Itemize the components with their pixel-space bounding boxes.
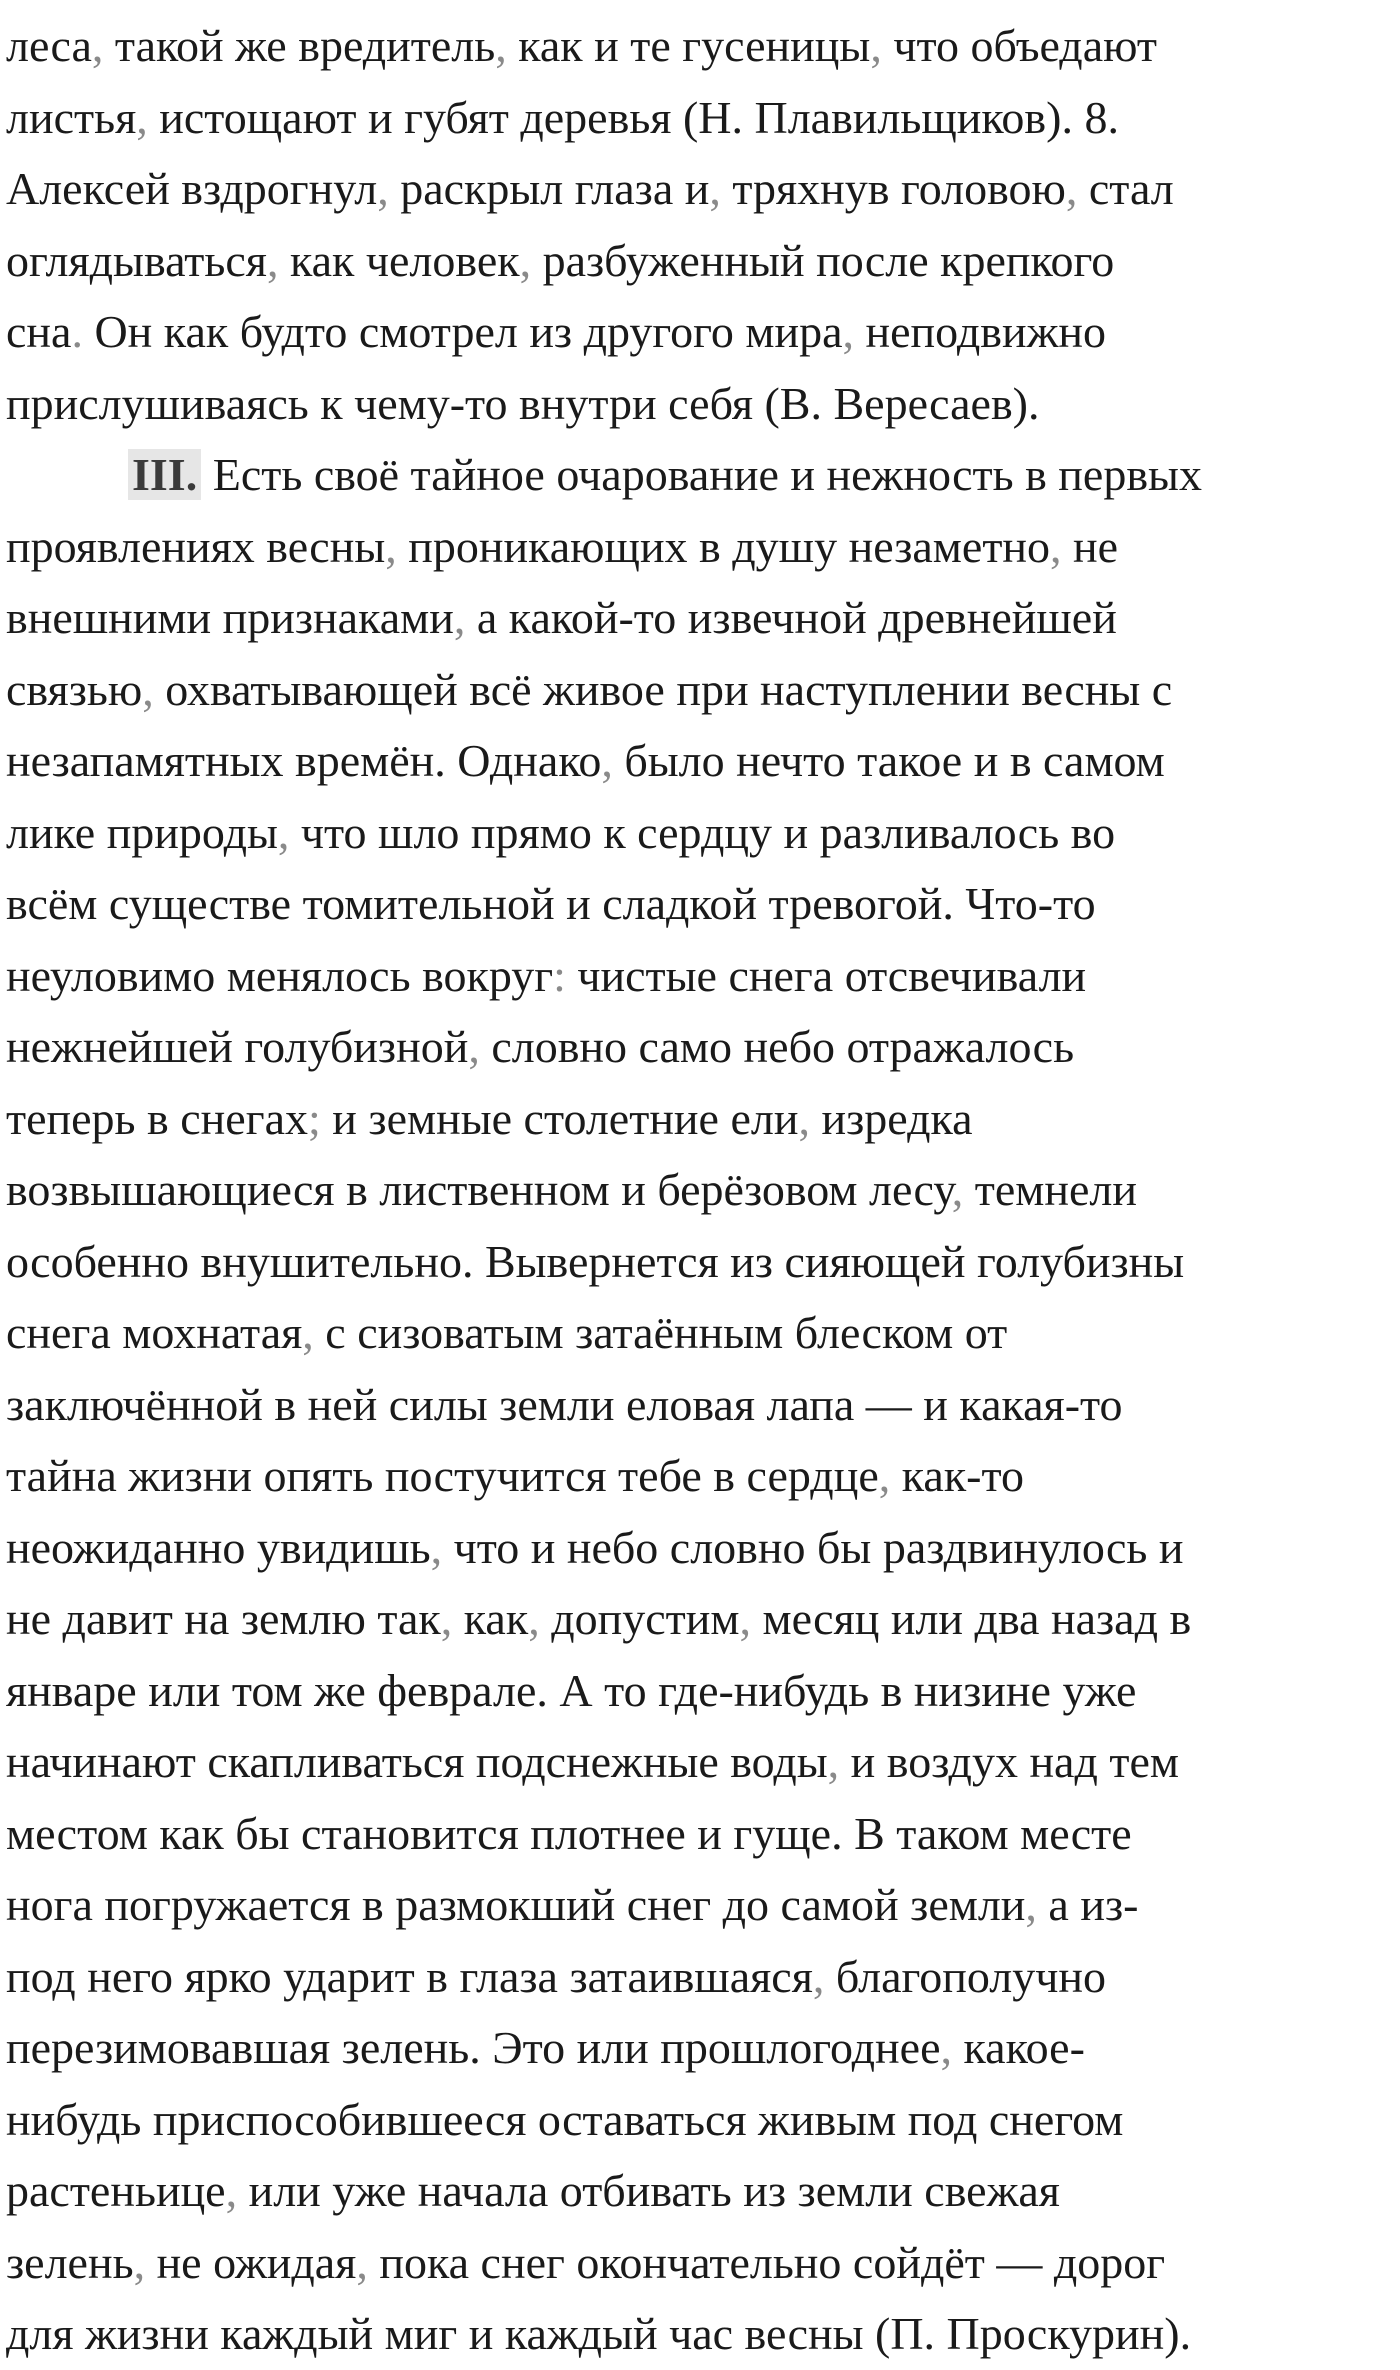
text-line	[6, 582, 1400, 654]
punctuation-mark: ,	[827, 1736, 840, 1787]
punctuation-mark: ,	[739, 1593, 751, 1644]
text-line	[6, 2227, 1400, 2299]
text-line	[6, 1941, 1400, 2013]
punctuation-mark: ,	[798, 1092, 810, 1144]
text-segment: внешними признаками	[6, 592, 454, 643]
text-segment: незапамятных времён. Однако	[6, 735, 602, 786]
text-segment: а из-	[1036, 1879, 1139, 1930]
text-segment: Есть своё тайное очарование и нежность в первых	[201, 449, 1202, 500]
text-segment: как и те гусеницы	[506, 20, 871, 71]
text-segment: Он как будто смотрел из другого мира	[82, 306, 843, 357]
punctuation-mark: ,	[440, 1593, 453, 1644]
text-line	[6, 2012, 1400, 2084]
punctuation-mark: ,	[468, 1021, 480, 1072]
punctuation-mark: ,	[878, 1450, 891, 1501]
text-line	[6, 1583, 1400, 1655]
section-numeral: III.	[128, 449, 201, 500]
text-segment: как	[452, 1593, 529, 1644]
punctuation-mark: ,	[1025, 1879, 1037, 1930]
punctuation-mark: ,	[709, 163, 721, 214]
text-segment: леса	[6, 20, 92, 71]
text-line	[6, 1440, 1400, 1512]
text-segment: охватывающей всё живое при наступлении весны с	[153, 663, 1173, 715]
punctuation-mark: ,	[519, 234, 532, 286]
punctuation-mark: ,	[430, 1521, 443, 1573]
text-segment: зелень	[6, 2236, 134, 2288]
text-line	[6, 153, 1400, 225]
text-line	[6, 1369, 1400, 1441]
punctuation-mark: ,	[812, 1950, 825, 2002]
text-segment: растеньице	[6, 2165, 226, 2216]
punctuation-mark: ,	[142, 663, 154, 715]
text-line	[6, 1297, 1400, 1369]
text-line	[6, 225, 1400, 297]
text-segment: не ожидая	[145, 2236, 357, 2288]
text-segment: темнели	[963, 1164, 1137, 1215]
punctuation-mark: ,	[356, 2236, 368, 2288]
text-line	[6, 2084, 1400, 2156]
text-segment: январе или том же феврале. А то где-нибудь в низине уже	[6, 1664, 1137, 1716]
text-segment: начинают скапливаться подснежные воды	[6, 1736, 828, 1787]
punctuation-mark: ,	[842, 306, 854, 357]
text-line	[6, 797, 1400, 869]
text-line	[6, 10, 1400, 82]
text-segment: лике природы	[6, 806, 278, 858]
text-segment: месяц или два назад в	[750, 1593, 1192, 1644]
text-segment: было нечто такое и в самом	[612, 735, 1165, 786]
text-segment: не давит на землю так	[6, 1593, 441, 1644]
text-segment: что объедают	[881, 20, 1157, 71]
text-line	[6, 82, 1400, 154]
text-segment: такой же вредитель	[103, 20, 496, 71]
punctuation-mark: ;	[308, 1092, 321, 1144]
text-segment: нога погружается в размокший снег до самой земли	[6, 1879, 1026, 1930]
text-segment: допустим	[539, 1593, 740, 1644]
text-segment: проявлениях весны	[6, 520, 386, 572]
text-segment: какое-	[952, 2022, 1085, 2073]
punctuation-mark: ,	[453, 592, 466, 643]
text-line	[6, 2298, 1400, 2370]
text-segment: проникающих в душу незаметно	[396, 520, 1051, 572]
document-text	[6, 10, 1400, 2370]
punctuation-mark: ,	[940, 2022, 953, 2073]
punctuation-mark: ,	[133, 2236, 146, 2288]
text-segment: особенно внушительно. Вывернется из сияющей голубизны	[6, 1235, 1185, 1287]
text-segment: разбуженный после крепкого	[531, 234, 1115, 286]
text-line	[6, 439, 1400, 511]
text-segment: или уже начала отбивать из земли свежая	[237, 2165, 1060, 2216]
text-line	[6, 1655, 1400, 1727]
text-line	[6, 511, 1400, 583]
text-segment: благополучно	[824, 1950, 1106, 2002]
text-line	[6, 1083, 1400, 1155]
text-segment: словно само небо отражалось	[479, 1021, 1075, 1072]
text-segment: раскрыл глаза и	[388, 163, 710, 214]
punctuation-mark: ,	[1065, 163, 1078, 214]
text-line	[6, 296, 1400, 368]
text-segment: как-то	[890, 1450, 1024, 1501]
text-segment: чистые снега отсвечивали	[565, 949, 1087, 1001]
punctuation-mark: ,	[495, 20, 507, 71]
text-segment: тайна жизни опять постучится тебе в сердце	[6, 1450, 879, 1501]
text-line	[6, 2155, 1400, 2227]
text-line	[6, 1869, 1400, 1941]
punctuation-mark: ,	[377, 163, 389, 214]
punctuation-mark: ,	[277, 806, 290, 858]
punctuation-mark: ,	[951, 1164, 964, 1215]
text-segment: листья	[6, 91, 137, 143]
text-line	[6, 725, 1400, 797]
punctuation-mark: ,	[601, 735, 613, 786]
text-segment: нибудь приспособившееся оставаться живым под снегом	[6, 2093, 1124, 2145]
text-line	[6, 1154, 1400, 1226]
text-segment: перезимовавшая зелень. Это или прошлогоднее	[6, 2022, 941, 2073]
text-segment: местом как бы становится плотнее и гуще. В таком месте	[6, 1807, 1132, 1859]
text-line	[6, 1726, 1400, 1798]
text-segment: и воздух над тем	[839, 1736, 1180, 1787]
text-line	[6, 1011, 1400, 1083]
text-line	[6, 368, 1400, 440]
text-line	[6, 940, 1400, 1012]
text-segment: нежнейшей голубизной	[6, 1021, 469, 1072]
punctuation-mark: ,	[91, 20, 104, 71]
punctuation-mark: ,	[870, 20, 882, 71]
text-segment: с сизоватым затаённым блеском от	[313, 1307, 1008, 1358]
text-segment: истощают и губят деревья (Н. Плавильщиков). 8.	[147, 91, 1119, 143]
text-segment: всём существе томительной и сладкой тревогой. Что-то	[6, 878, 1096, 929]
punctuation-mark: ,	[225, 2165, 238, 2216]
text-segment: теперь в снегах	[6, 1092, 308, 1144]
punctuation-mark: ,	[266, 234, 279, 286]
text-segment: для жизни каждый миг и каждый час весны (П. Проскурин).	[6, 2308, 1192, 2359]
text-segment: тряхнув головою	[720, 163, 1066, 214]
text-segment: сна	[6, 306, 72, 357]
text-segment: заключённой в ней силы земли еловая лапа — и какая-то	[6, 1378, 1123, 1430]
punctuation-mark: ,	[136, 91, 148, 143]
text-segment: стал	[1077, 163, 1174, 214]
text-line	[6, 1798, 1400, 1870]
text-line	[6, 868, 1400, 940]
text-segment: что шло прямо к сердцу и разливалось во	[289, 806, 1116, 858]
text-segment: прислушиваясь к чему-то внутри себя (В. Вересаев).	[6, 377, 1040, 429]
text-segment: оглядываться	[6, 234, 267, 286]
text-segment: Алексей вздрогнул	[6, 163, 378, 214]
text-segment: неподвижно	[854, 306, 1106, 357]
text-segment: неожиданно увидишь	[6, 1521, 431, 1573]
punctuation-mark: ,	[302, 1307, 314, 1358]
text-line	[6, 1226, 1400, 1298]
text-segment: а какой-то извечной древнейшей	[465, 592, 1117, 643]
text-segment: что и небо словно бы раздвинулось и	[442, 1521, 1184, 1573]
text-segment: под него ярко ударит в глаза затаившаяся	[6, 1950, 813, 2002]
text-segment: не	[1061, 520, 1119, 572]
text-segment: связью	[6, 663, 143, 715]
text-segment: и земные столетние ели	[320, 1092, 799, 1144]
text-line	[6, 654, 1400, 726]
punctuation-mark: ,	[385, 520, 397, 572]
punctuation-mark: .	[71, 306, 83, 357]
text-segment: изредка	[809, 1092, 973, 1144]
text-segment: снега мохнатая	[6, 1307, 303, 1358]
text-segment: как человек	[278, 234, 520, 286]
text-segment: неуловимо менялось вокруг	[6, 949, 554, 1001]
punctuation-mark: :	[553, 949, 566, 1001]
punctuation-mark: ,	[1050, 520, 1062, 572]
text-segment: пока снег окончательно сойдёт — дорог	[367, 2236, 1166, 2288]
text-line	[6, 1512, 1400, 1584]
punctuation-mark: ,	[528, 1593, 540, 1644]
text-segment: возвышающиеся в лиственном и берёзовом лесу	[6, 1164, 952, 1215]
